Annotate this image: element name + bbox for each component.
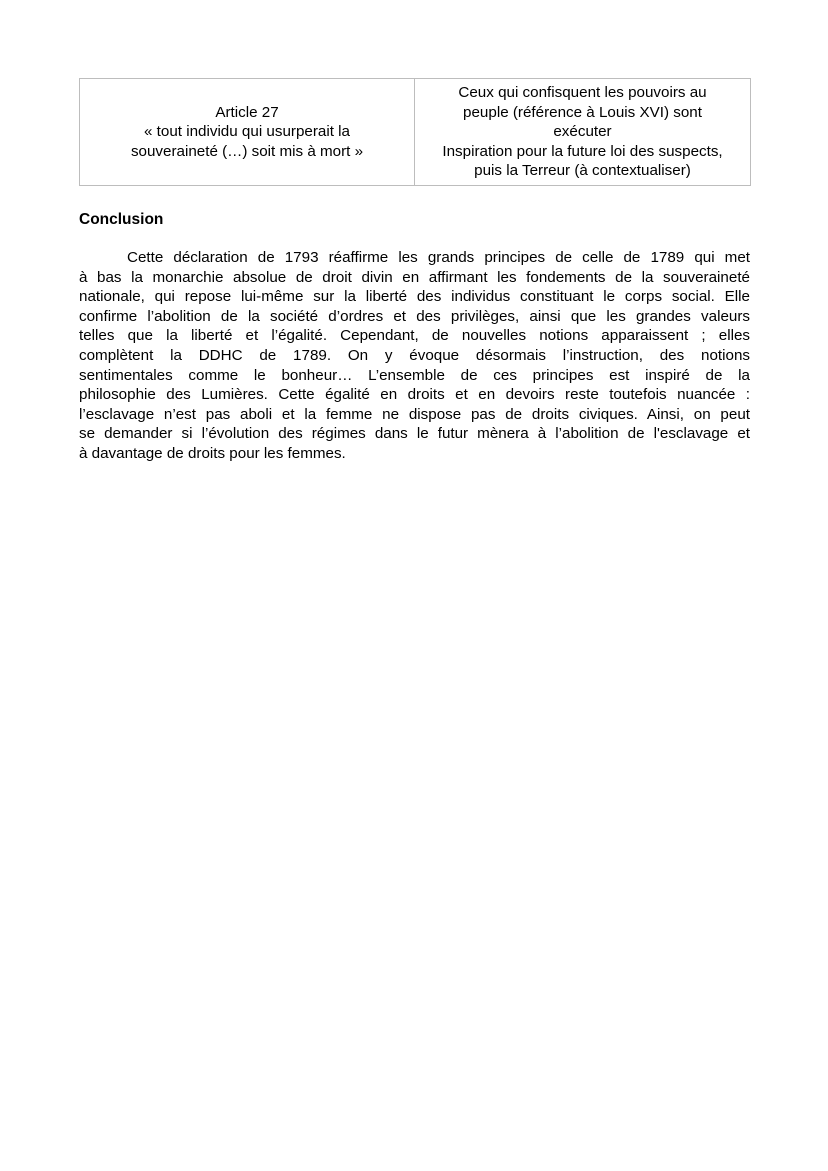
paragraph-line: complètent la DDHC de 1789. On y évoque désormais l’instruction, des notions <box>79 346 750 364</box>
article-table <box>79 78 751 186</box>
article-title: Article 27 <box>215 103 279 121</box>
analysis-line: exécuter <box>553 123 612 141</box>
analysis-line: puis la Terreur (à contextualiser) <box>474 162 691 180</box>
paragraph-line: à bas la monarchie absolue de droit divin en affirmant les fondements de la souveraineté <box>79 268 750 286</box>
paragraph-line: confirme l’abolition de la société d’ordres et des privilèges, ainsi que les grandes valeurs <box>79 307 750 325</box>
analysis-line: Ceux qui confisquent les pouvoirs au <box>458 84 707 102</box>
paragraph-line: Cette déclaration de 1793 réaffirme les grands principes de celle de 1789 qui met <box>127 249 750 266</box>
article-cell <box>80 79 415 186</box>
paragraph-line: sentimentales comme le bonheur… L’ensemble de ces principes est inspiré de la <box>79 366 750 384</box>
conclusion-paragraph <box>79 248 750 464</box>
article-quote-line: souveraineté (…) soit mis à mort » <box>130 142 364 160</box>
analysis-line: Inspiration pour la future loi des suspects, <box>442 142 723 160</box>
paragraph-line: nationale, qui repose lui-même sur la liberté des individus constituant le corps social. Elle <box>79 288 750 306</box>
paragraph-line: philosophie des Lumières. Cette égalité en droits et en devoirs reste toutefois nuancée : <box>79 386 750 404</box>
analysis-cell <box>415 79 751 186</box>
conclusion-heading: Conclusion <box>79 211 164 228</box>
paragraph-line: se demander si l’évolution des régimes dans le futur mènera à l’abolition de l'esclavage et <box>79 425 750 443</box>
paragraph-line: à davantage de droits pour les femmes. <box>79 444 346 462</box>
paragraph-line: telles que la liberté et l’égalité. Cependant, de nouvelles notions apparaissent ; elles <box>79 327 750 345</box>
table-row <box>80 79 751 186</box>
paragraph-line: l’esclavage n’est pas aboli et la femme ne dispose pas de droits civiques. Ainsi, on peut <box>79 405 750 423</box>
analysis-line: peuple (référence à Louis XVI) sont <box>463 103 702 121</box>
article-quote-line: « tout individu qui usurperait la <box>143 123 350 141</box>
